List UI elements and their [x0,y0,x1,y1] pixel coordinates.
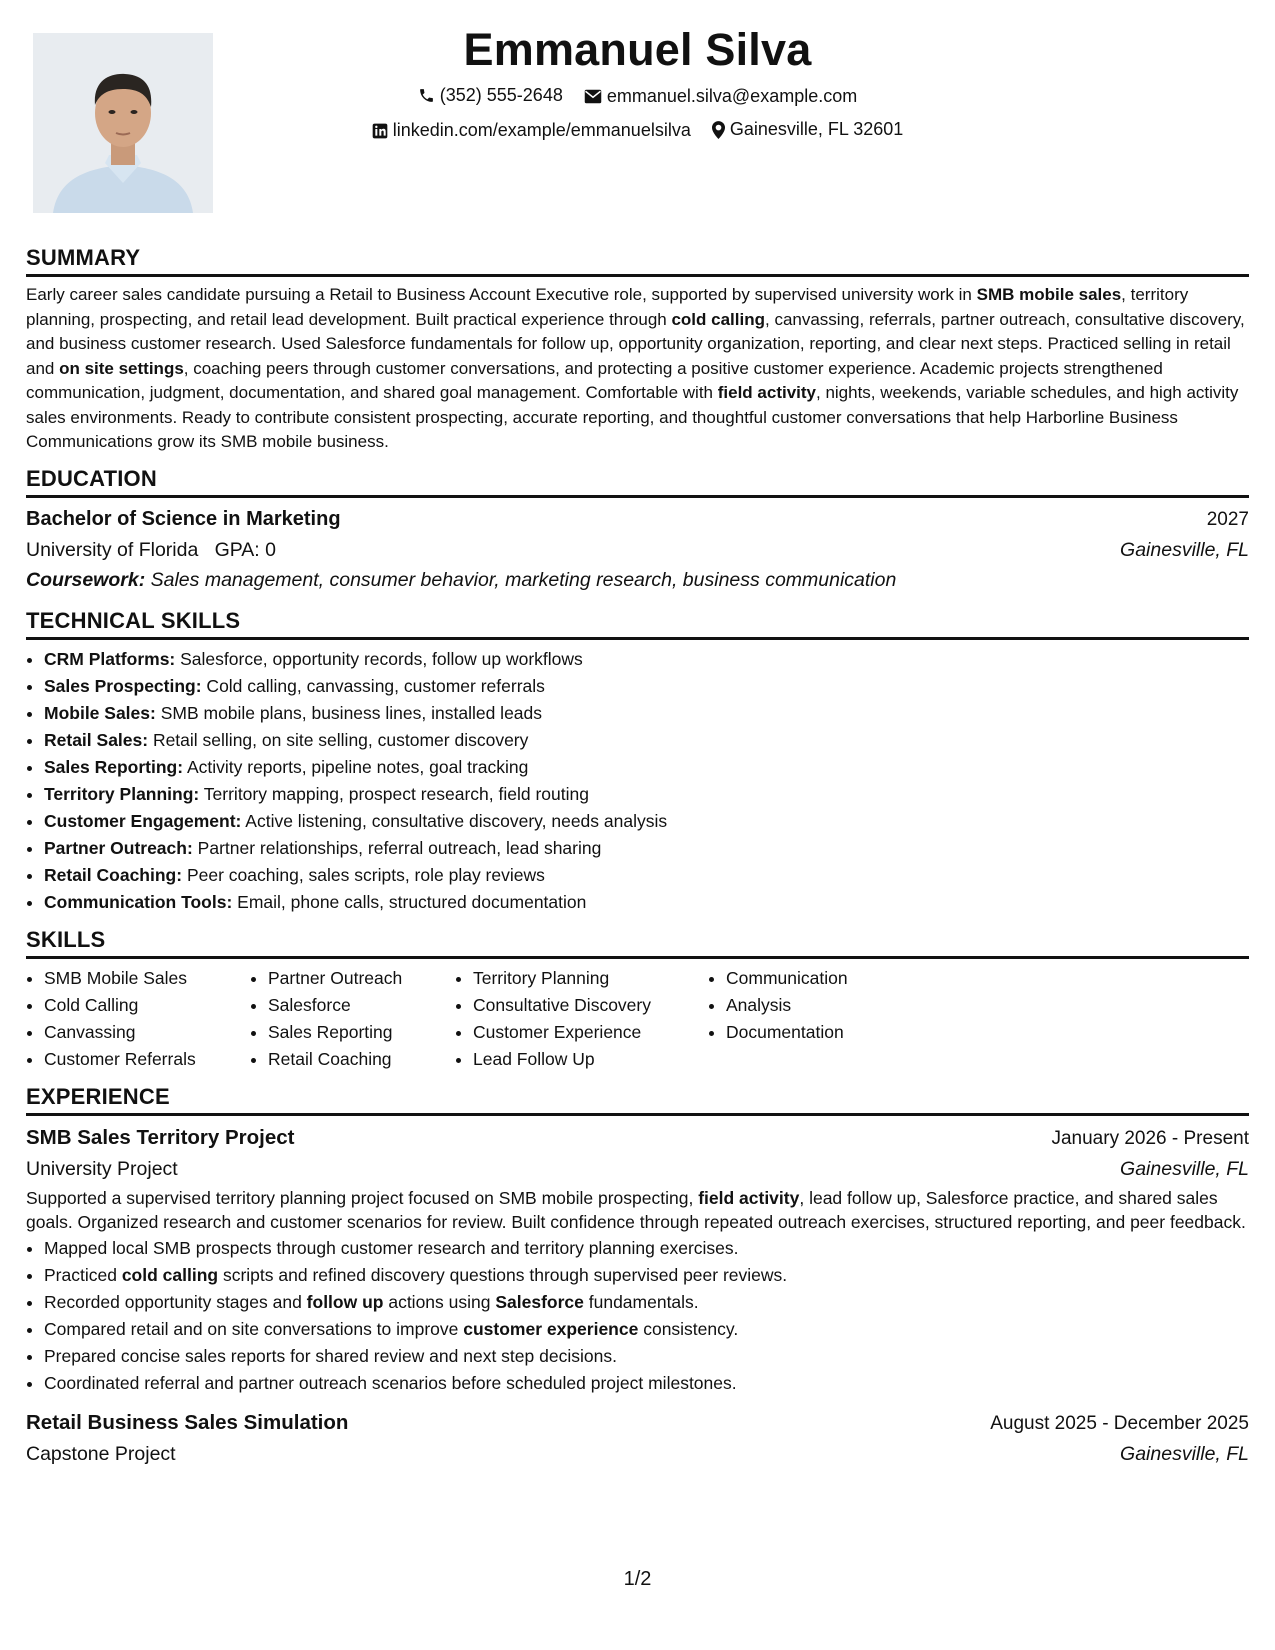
technical-skill-value: Partner relationships, referral outreach, lead sharing [192,837,602,858]
resume-body [26,244,1249,1469]
technical-skill-item [44,727,1249,754]
technical-skill-label: Sales Reporting: [44,756,184,777]
job-bullet-item [44,1235,1249,1262]
experience-item [26,1407,1249,1469]
technical-skill-value: Active listening, consultative discovery, needs analysis [241,810,668,831]
skills-column [250,965,455,1073]
skill-item: • Retail Coaching [268,1046,455,1073]
coursework-list: Sales management, consumer behavior, marketing research, business communication [150,568,897,591]
technical-skill-item [44,673,1249,700]
degree-title: Bachelor of Science in Marketing [26,507,341,530]
linkedin-link[interactable]: linkedin.com/example/emmanuelsilva [392,120,691,140]
technical-skill-value: Salesforce, opportunity records, follow up workflows [175,648,583,669]
skill-item: • Salesforce [268,992,455,1019]
phone-text: (352) 555-2648 [439,85,563,105]
technical-skill-value: Activity reports, pipeline notes, goal tracking [183,756,529,777]
job-dates: August 2025 - December 2025 [990,1412,1249,1434]
summary-text [26,283,1249,455]
bullet-text-run: actions using [383,1291,496,1312]
technical-skill-value: Email, phone calls, structured documentation [232,891,587,912]
emphasis-text: SMB mobile sales [976,285,1122,304]
technical-skill-label: Retail Sales: [44,729,149,750]
section-title-experience: EXPERIENCE [26,1083,1249,1116]
contact-email[interactable] [584,81,857,112]
section-title-skills: SKILLS [26,926,1249,959]
job-location: Gainesville, FL [1120,1157,1249,1180]
emphasis-text: cold calling [671,309,765,329]
school-location: Gainesville, FL [1120,538,1249,561]
skill-item: • Consultative Discovery [473,992,708,1019]
job-location: Gainesville, FL [1120,1442,1249,1465]
technical-skill-label: Territory Planning: [44,783,200,804]
job-description [26,1186,1249,1235]
section-title-education: EDUCATION [26,465,1249,498]
experience-org-row [26,1154,1249,1184]
page-number: 1/2 [623,1568,652,1590]
technical-skill-label: Mobile Sales: [44,702,156,723]
experience-header-row [26,1407,1249,1439]
skills-column [708,965,926,1073]
summary-text-run: , nights, weekends, variable schedules, and high activity sales environments. Ready to contribute consistent prospecting, accurate reporting, and thoughtful customer conversations that help Harborline Business Communications grow its SMB mobile business. [26,383,1239,451]
school-line [26,535,276,565]
technical-skill-value: Cold calling, canvassing, customer referrals [201,675,545,696]
job-bullet-item [44,1370,1249,1397]
technical-skill-value: Territory mapping, prospect research, field routing [199,783,589,804]
job-org: University Project [26,1157,178,1180]
technical-skill-label: Retail Coaching: [44,864,183,885]
summary-text-run: , canvassing, referrals, partner outreach, consultative discovery, and business customer research. Used Salesforce fundamentals for follow up, opportunity organization, reporting, and clear next steps. Practiced selling in retail and [26,309,1245,378]
technical-skill-label: CRM Platforms: [44,648,176,669]
emphasis-text: customer experience [463,1318,639,1339]
contact-linkedin[interactable] [372,115,691,146]
skill-item: • Canvassing [44,1019,250,1046]
summary-text-run: Early career sales candidate pursuing a Retail to Business Account Executive role, supported by supervised university work in [26,285,977,304]
contact-phone [418,80,563,111]
technical-skill-item [44,700,1249,727]
skill-item: • Partner Outreach [268,965,455,992]
degree-year: 2027 [1206,508,1249,530]
education-school-row [26,535,1249,565]
technical-skill-label: Partner Outreach: [44,837,193,858]
skill-item: • Communication [726,965,926,992]
job-description-run: , lead follow up, Salesforce practice, and shared sales goals. Organized research and customer scenarios for review. Built confidence through repeated outreach exercises, structured reporting, and peer feedback. [26,1187,1246,1232]
emphasis-text: Salesforce [495,1291,584,1312]
skills-column [455,965,708,1073]
job-dates: January 2026 - Present [1051,1127,1249,1149]
job-title: Retail Business Sales Simulation [26,1410,349,1434]
technical-skill-item [44,808,1249,835]
technical-skill-item [44,889,1249,916]
technical-skill-value: Retail selling, on site selling, customer discovery [148,729,529,750]
emphasis-text: on site settings [59,358,184,378]
contact-line-2 [240,114,1035,149]
candidate-name: Emmanuel Silva [463,24,812,75]
profile-photo [33,33,213,213]
technical-skill-label: Customer Engagement: [44,810,242,831]
skill-item: • SMB Mobile Sales [44,965,250,992]
skill-item: • Cold Calling [44,992,250,1019]
envelope-icon [584,89,602,104]
resume-header [240,20,1035,149]
section-title-technical-skills: TECHNICAL SKILLS [26,607,1249,640]
technical-skill-item [44,781,1249,808]
location-text: Gainesville, FL 32601 [729,119,904,139]
summary-text-run: , territory planning, prospecting, and retail lead development. Built practical experience through [26,285,1189,329]
emphasis-text: follow up [306,1291,384,1312]
phone-icon [418,87,435,104]
experience-header-row [26,1122,1249,1154]
map-pin-icon [712,121,725,139]
skill-item: • Lead Follow Up [473,1046,708,1073]
technical-skill-value: SMB mobile plans, business lines, installed leads [155,702,543,723]
job-bullets [26,1235,1249,1397]
education-row [26,504,1249,535]
bullet-text-run: fundamentals. [583,1291,699,1312]
bullet-text-run: consistency. [638,1318,739,1339]
emphasis-text: field activity [717,383,816,402]
bullet-text-run: Recorded opportunity stages and [44,1291,307,1312]
skill-item: • Customer Referrals [44,1046,250,1073]
technical-skills-list [26,646,1249,916]
job-bullet-item [44,1289,1249,1316]
summary-text-run: , coaching peers through customer conversations, and protecting a positive customer experience. Academic projects strengthened communication, judgment, documentation, and shared goal management. Comfortable with [26,358,1163,402]
skill-item: • Sales Reporting [268,1019,455,1046]
technical-skill-item [44,862,1249,889]
school-name: University of Florida [26,538,199,561]
bullet-text-run: scripts and refined discovery questions through supervised peer reviews. [218,1264,788,1285]
technical-skill-value: Peer coaching, sales scripts, role play reviews [182,864,545,885]
technical-skill-label: Sales Prospecting: [44,675,202,696]
gpa: GPA: 0 [214,538,276,561]
job-description-run: Supported a supervised territory planning project focused on SMB mobile prospecting, [26,1187,699,1208]
technical-skill-item [44,835,1249,862]
skills-column [26,965,250,1073]
technical-skill-item [44,754,1249,781]
emphasis-text: cold calling [121,1264,219,1285]
technical-skill-label: Communication Tools: [44,891,233,912]
skills-grid [26,965,1249,1073]
skill-item: • Analysis [726,992,926,1019]
bullet-text-run: Compared retail and on site conversations to improve [44,1318,464,1339]
bullet-text-run: Coordinated referral and partner outreach scenarios before scheduled project milestones. [44,1372,737,1393]
skill-item: • Customer Experience [473,1019,708,1046]
contact-line-1 [240,80,1035,114]
bullet-text-run: Prepared concise sales reports for shared review and next step decisions. [44,1345,617,1366]
job-bullet-item [44,1316,1249,1343]
linkedin-icon [372,123,388,139]
experience-org-row [26,1439,1249,1469]
job-org: Capstone Project [26,1442,176,1465]
coursework [26,565,1249,595]
job-bullet-item [44,1262,1249,1289]
job-title: SMB Sales Territory Project [26,1125,295,1149]
section-title-summary: SUMMARY [26,244,1249,277]
job-bullet-item [44,1343,1249,1370]
bullet-text-run: Practiced [44,1264,122,1285]
experience-item [26,1122,1249,1397]
technical-skill-item [44,646,1249,673]
skill-item: • Documentation [726,1019,926,1046]
contact-location [712,114,903,145]
emphasis-text: field activity [698,1187,800,1208]
skill-item: • Territory Planning [473,965,708,992]
bullet-text-run: Mapped local SMB prospects through customer research and territory planning exercises. [44,1237,739,1258]
coursework-label: Coursework: [26,568,146,591]
email-link[interactable]: emmanuel.silva@example.com [606,86,858,106]
